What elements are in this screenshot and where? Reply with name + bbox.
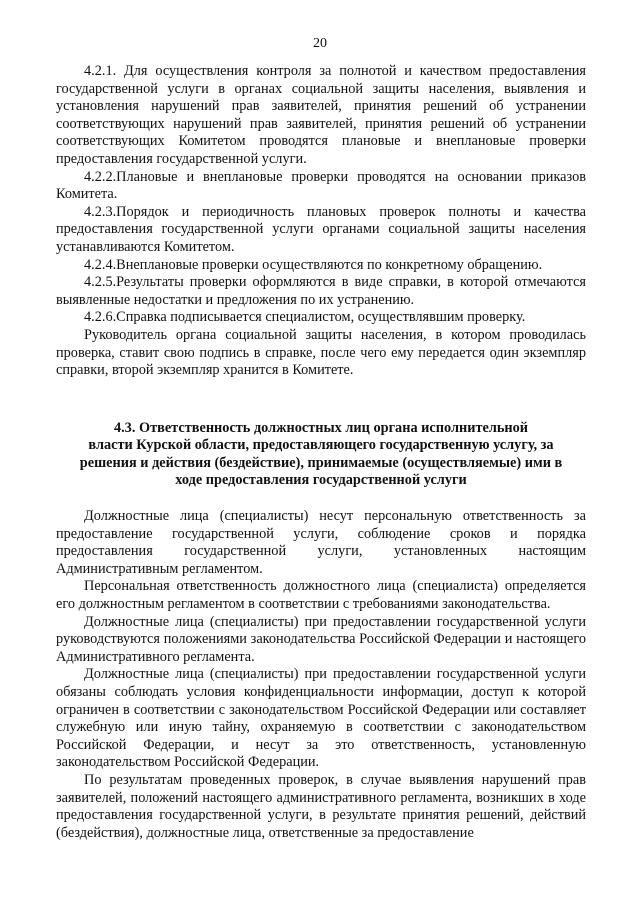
paragraph-4-2-6: 4.2.6.Справка подписывается специалистом, осуществлявшим проверку. — [84, 309, 526, 326]
paragraph-inspection-results: По результатам проведенных проверок, в случае выявления нарушений прав заявителей, положений настоящего административного регламента, возникших в ходе предоставления государственной услуги, в результате принятия решений, действий (бездействия), должностные лица, ответственные за предоставление — [56, 771, 586, 841]
paragraph-4-2-4: 4.2.4.Внеплановые проверки осуществляются по конкретному обращению. — [84, 256, 543, 273]
paragraph-job-regulation: Персональная ответственность должностного лица (специалиста) определяется его должностным регламентом в соответствии с требованиями законодательства. — [56, 578, 586, 613]
document-body — [56, 63, 586, 842]
paragraph-head-signature: Руководитель органа социальной защиты населения, в котором проводилась проверка, ставит свою подпись в справке, после чего ему передается один экземпляр справки, второй экземпляр хранится в Комитете. — [56, 326, 586, 379]
section-heading-line: власти Курской области, предоставляющего государственную услугу, за — [88, 437, 554, 454]
section-heading-line: ходе предоставления государственной услуги — [175, 472, 467, 489]
page-number: 20 — [313, 36, 327, 51]
section-heading-line: решения и действия (бездействие), принимаемые (осуществляемые) ими в — [79, 454, 563, 471]
section-heading-line: 4.3. Ответственность должностных лиц органа исполнительной — [113, 419, 529, 436]
paragraph-4-2-5: 4.2.5.Результаты проверки оформляются в виде справки, в которой отмечаются выявленные недостатки и предложения по их устранению. — [56, 274, 586, 308]
paragraph-confidentiality: Должностные лица (специалисты) при предоставлении государственной услуги обязаны соблюдать условия конфиденциальности информации, доступ к которой ограничен в соответствии с законодательством Российской Федерации или составляет служебную или иную тайну, охраняемую в соответствии с законодательством Российской Федерации, и несут за это ответственность, установленную законодательством Российской Федерации. — [56, 666, 586, 771]
paragraph-4-2-2: 4.2.2.Плановые и внеплановые проверки проводятся на основании приказов Комитета. — [56, 168, 586, 203]
paragraph-legislation-guidance: Должностные лица (специалисты) при предоставлении государственной услуги руководствуются положениями законодательства Российской Федерации и настоящего Административного регламента. — [56, 613, 586, 665]
paragraph-4-2-3: 4.2.3.Порядок и периодичность плановых проверок полноты и качества предоставления государственной услуги органами социальной защиты населения устанавливаются Комитетом. — [56, 203, 586, 255]
section-heading-4-3 — [62, 420, 580, 490]
paragraph-personal-responsibility: Должностные лица (специалисты) несут персональную ответственность за предоставление государственной услуги, соблюдение сроков и порядка предоставления государственной услуги, установленных настоящим Административным регламентом. — [56, 508, 586, 577]
paragraph-4-2-1: 4.2.1. Для осуществления контроля за полнотой и качеством предоставления государственной услуги в органах социальной защиты населения, выявления и установления нарушений прав заявителей, принятия решений об устранении соответствующих нарушений прав заявителей, принятия решений об устранении соответствующих Комитетом проводятся плановые и внеплановые проверки предоставления государственной услуги. — [56, 63, 586, 167]
